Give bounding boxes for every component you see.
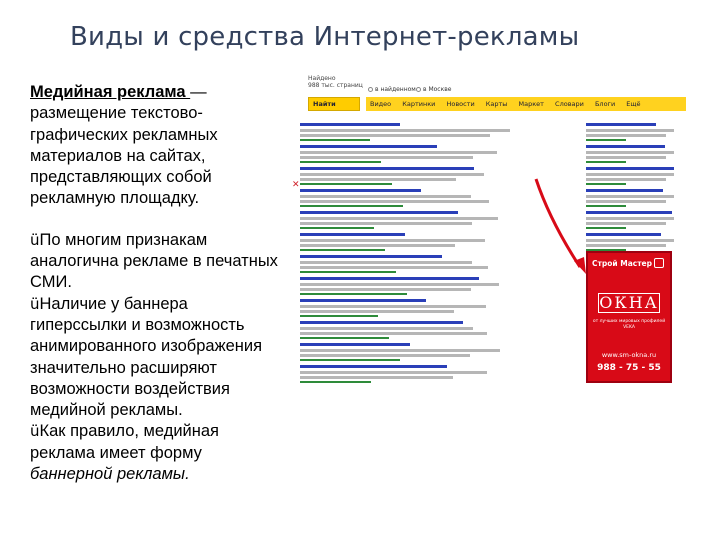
tab-market[interactable]: Маркет <box>518 100 544 108</box>
banner-tagline: от лучших мировых профилей VEKA <box>592 319 666 330</box>
tab-maps[interactable]: Карты <box>485 100 508 108</box>
definition-dash: — <box>190 83 207 101</box>
bullet-item <box>30 230 285 294</box>
tab-images[interactable]: Картинки <box>402 100 436 108</box>
radio-in-moscow[interactable]: в Москве <box>416 86 451 93</box>
definition-paragraph <box>30 82 285 210</box>
bullet-text-italic: баннерной рекламы. <box>30 465 190 484</box>
definition-term: Медийная реклама <box>30 83 191 101</box>
checkmark-icon: ü <box>30 230 40 249</box>
checkmark-icon: ü <box>30 422 40 441</box>
banner-product: ОКНА <box>599 293 659 312</box>
checkmark-icon: ü <box>30 294 40 313</box>
tab-more[interactable]: Ещё <box>626 100 641 108</box>
tab-dictionaries[interactable]: Словари <box>555 100 584 108</box>
text-column <box>30 82 285 485</box>
results-count: Найдено 988 тыс. страниц <box>308 75 363 89</box>
tab-blogs[interactable]: Блоги <box>594 100 616 108</box>
bullet-item <box>30 294 285 422</box>
definition-text: размещение текстово-графических рекламных материалов на сайтах, представляющих собой рекламную площадку. <box>30 104 218 208</box>
slide-title: Виды и средства Интернет-рекламы <box>70 22 580 52</box>
bullet-text: Как правило, медийная реклама имеет форму <box>30 422 219 462</box>
brand-logo-icon <box>654 258 664 268</box>
banner-brand: Строй Мастер <box>592 259 653 268</box>
tab-news[interactable]: Новости <box>446 100 475 108</box>
close-icon[interactable]: ✕ <box>292 180 300 190</box>
search-results-screenshot <box>288 71 692 389</box>
find-button[interactable]: Найти <box>308 97 360 111</box>
bullet-text: Наличие у баннера гиперссылки и возможность анимированного изображения значительно расширяют возможности воздействия медийной рекламы. <box>30 294 263 420</box>
banner-site: www.sm-okna.ru <box>601 351 657 359</box>
bullet-text: По многим признакам аналогична рекламе в печатных СМИ. <box>30 230 278 292</box>
radio-in-results[interactable]: в найденном <box>368 86 416 93</box>
banner-phone: 988 - 75 - 55 <box>597 363 661 373</box>
bullet-item <box>30 421 285 485</box>
banner-ad[interactable] <box>586 251 672 383</box>
tab-video[interactable]: Видео <box>370 100 392 108</box>
